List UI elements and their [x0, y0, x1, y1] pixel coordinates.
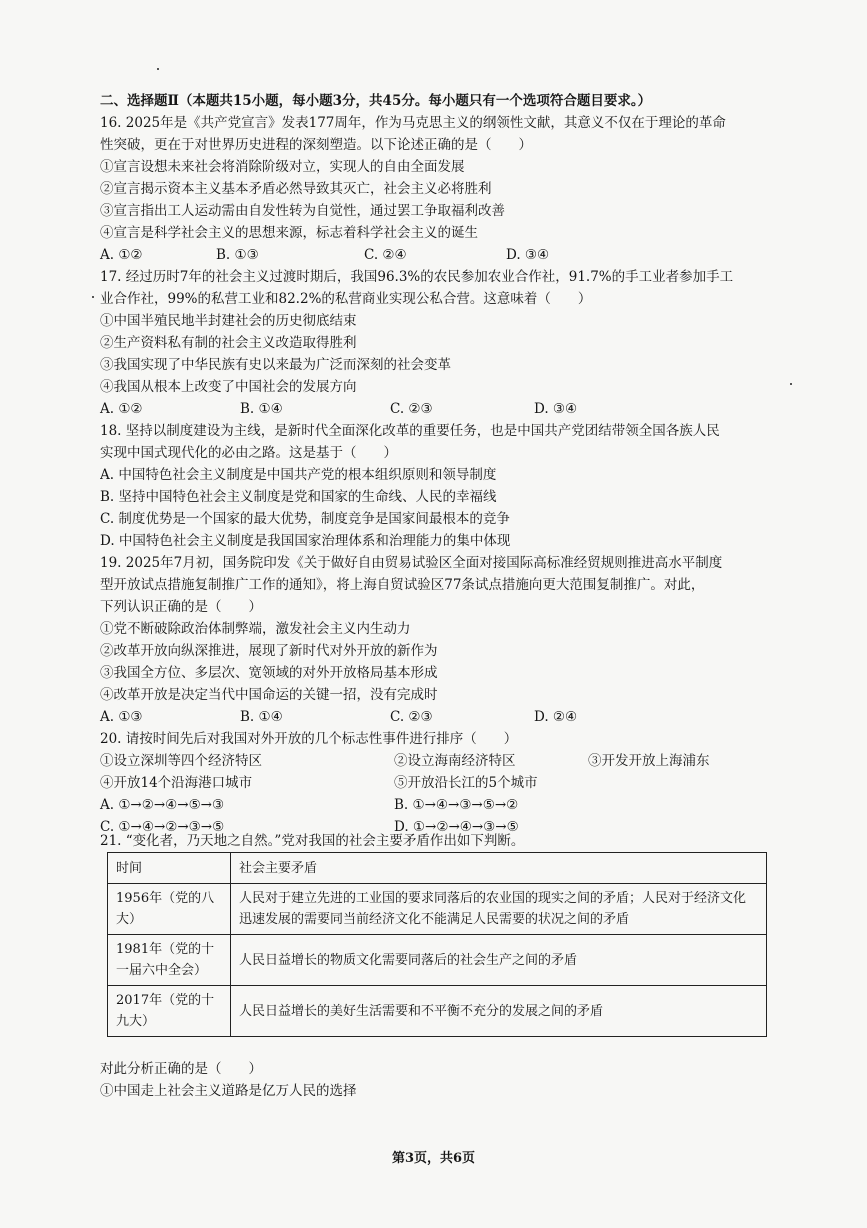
- table-cell-contradiction: 人民日益增长的物质文化需要同落后的社会生产之间的矛盾: [231, 935, 767, 986]
- table-row: [108, 986, 767, 1037]
- q17-stem-line2: 业合作社，99%的私营工业和82.2%的私营商业实现公私合营。这意味着（ ）: [100, 291, 592, 307]
- q20-event-2: ②设立海南经济特区: [394, 753, 516, 769]
- q20-events-row1: [100, 750, 780, 772]
- q20-option-b[interactable]: B. ①→④→③→⑤→②: [394, 797, 519, 813]
- scan-speck: [157, 68, 159, 70]
- q19-stem-line2: 型开放试点措施复制推广工作的通知》，将上海自贸试验区77条试点措施向更大范围复制推广。对此，: [100, 577, 705, 593]
- q17-item-4: ④我国从根本上改变了中国社会的发展方向: [100, 379, 357, 395]
- q18-option-c[interactable]: C. 制度优势是一个国家的最大优势，制度竞争是国家间最根本的竞争: [100, 511, 510, 527]
- q20-event-4: ④开放14个沿海港口城市: [100, 775, 253, 791]
- scan-speck: [92, 296, 94, 298]
- table-cell-time: 1981年（党的十一届六中全会）: [108, 935, 231, 986]
- q19-option-a[interactable]: A. ①③: [100, 709, 143, 725]
- q20-options-row1: [100, 794, 780, 816]
- q19-item-3: ③我国全方位、多层次、宽领域的对外开放格局基本形成: [100, 665, 438, 681]
- table-header-contradiction: 社会主要矛盾: [231, 853, 767, 884]
- q18-option-a[interactable]: A. 中国特色社会主义制度是中国共产党的根本组织原则和领导制度: [100, 467, 497, 483]
- q19-item-1: ①党不断破除政治体制弊端，激发社会主义内生动力: [100, 621, 411, 637]
- q17-item-3: ③我国实现了中华民族有史以来最为广泛而深刻的社会变革: [100, 357, 451, 373]
- table-cell-contradiction: 人民日益增长的美好生活需要和不平衡不充分的发展之间的矛盾: [231, 986, 767, 1037]
- q20-option-c[interactable]: C. ①→④→②→③→⑤: [100, 819, 225, 835]
- q20-event-5: ⑤开放沿长江的5个城市: [394, 775, 538, 791]
- q21-after-table: 对此分析正确的是（ ）: [100, 1061, 262, 1077]
- q19-stem-line1: 19. 2025年7月初，国务院印发《关于做好自由贸易试验区全面对接国际高标准经贸规则推进高水平制度: [100, 555, 723, 571]
- table-header-row: [108, 853, 767, 884]
- q19-stem-line3: 下列认识正确的是（ ）: [100, 599, 262, 615]
- q18-option-b[interactable]: B. 坚持中国特色社会主义制度是党和国家的生命线、人民的幸福线: [100, 489, 497, 505]
- q17-option-b[interactable]: B. ①④: [240, 401, 283, 417]
- q20-option-a[interactable]: A. ①→②→④→⑤→③: [100, 797, 225, 813]
- q19-options: [100, 706, 780, 728]
- table-header-time: 时间: [108, 853, 231, 884]
- q17-item-1: ①中国半殖民地半封建社会的历史彻底结束: [100, 313, 357, 329]
- page-footer: 第3页，共6页: [391, 1151, 476, 1166]
- q16-stem-line2: 性突破，更在于对世界历史进程的深刻塑造。以下论述正确的是（ ）: [100, 137, 532, 153]
- q16-option-d[interactable]: D. ③④: [506, 247, 550, 263]
- table-cell-time: 2017年（党的十九大）: [108, 986, 231, 1037]
- q16-item-2: ②宣言揭示资本主义基本矛盾必然导致其灭亡，社会主义必将胜利: [100, 181, 492, 197]
- q17-stem-line1: 17. 经过历时7年的社会主义过渡时期后，我国96.3%的农民参加农业合作社，91.7%的手工业者参加手工: [100, 269, 734, 285]
- q18-option-d[interactable]: D. 中国特色社会主义制度是我国国家治理体系和治理能力的集中体现: [100, 533, 511, 549]
- q18-stem-line1: 18. 坚持以制度建设为主线，是新时代全面深化改革的重要任务，也是中国共产党团结带领全国各族人民: [100, 423, 720, 439]
- table-row: [108, 935, 767, 986]
- q16-stem-line1: 16. 2025年是《共产党宣言》发表177周年，作为马克思主义的纲领性文献，其意义不仅在于理论的革命: [100, 115, 726, 131]
- q16-item-1: ①宣言设想未来社会将消除阶级对立，实现人的自由全面发展: [100, 159, 465, 175]
- q20-event-3: ③开发开放上海浦东: [588, 753, 710, 769]
- q20-events-row2: [100, 772, 780, 794]
- q20-option-d[interactable]: D. ①→②→④→③→⑤: [394, 819, 519, 835]
- q19-option-d[interactable]: D. ②④: [534, 709, 578, 725]
- q21-item-1: ①中国走上社会主义道路是亿万人民的选择: [100, 1083, 357, 1099]
- q19-option-b[interactable]: B. ①④: [240, 709, 283, 725]
- q16-item-4: ④宣言是科学社会主义的思想来源，标志着科学社会主义的诞生: [100, 225, 478, 241]
- section-heading: 二、选择题Ⅱ（本题共15小题，每小题3分，共45分。每小题只有一个选项符合题目要求。）: [100, 93, 652, 109]
- q16-option-c[interactable]: C. ②④: [364, 247, 407, 263]
- q17-option-c[interactable]: C. ②③: [390, 401, 433, 417]
- q21-stem: 21. “变化者，乃天地之自然。”党对我国的社会主要矛盾作出如下判断。: [100, 833, 525, 849]
- q20-stem: 20. 请按时间先后对我国对外开放的几个标志性事件进行排序（ ）: [100, 731, 518, 747]
- scan-speck: [790, 383, 792, 385]
- contradiction-table: [107, 852, 767, 1037]
- q17-option-d[interactable]: D. ③④: [534, 401, 578, 417]
- q20-event-1: ①设立深圳等四个经济特区: [100, 753, 262, 769]
- q16-option-b[interactable]: B. ①③: [216, 247, 259, 263]
- q18-stem-line2: 实现中国式现代化的必由之路。这是基于（ ）: [100, 445, 397, 461]
- q16-option-a[interactable]: A. ①②: [100, 247, 143, 263]
- q16-options: [100, 244, 780, 266]
- q17-options: [100, 398, 780, 420]
- q19-option-c[interactable]: C. ②③: [390, 709, 433, 725]
- q17-option-a[interactable]: A. ①②: [100, 401, 143, 417]
- table-row: [108, 884, 767, 935]
- q17-item-2: ②生产资料私有制的社会主义改造取得胜利: [100, 335, 357, 351]
- q19-item-2: ②改革开放向纵深推进，展现了新时代对外开放的新作为: [100, 643, 438, 659]
- table-cell-contradiction: 人民对于建立先进的工业国的要求同落后的农业国的现实之间的矛盾；人民对于经济文化迅速发展的需要同当前经济文化不能满足人民需要的状况之间的矛盾: [231, 884, 767, 935]
- q19-item-4: ④改革开放是决定当代中国命运的关键一招，没有完成时: [100, 687, 438, 703]
- table-cell-time: 1956年（党的八大）: [108, 884, 231, 935]
- q16-item-3: ③宣言指出工人运动需由自发性转为自觉性，通过罢工争取福利改善: [100, 203, 505, 219]
